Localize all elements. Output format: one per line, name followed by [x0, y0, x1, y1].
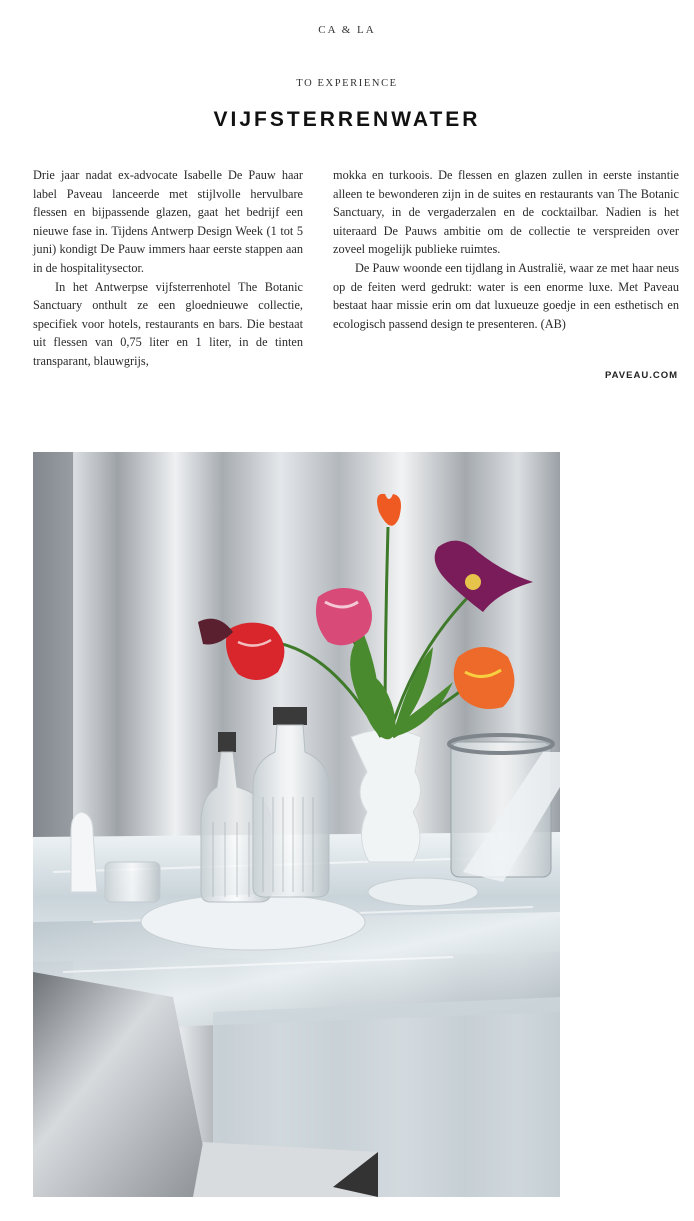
photo-illustration: [33, 452, 560, 1197]
paragraph: Drie jaar nadat ex-advocate Isabelle De Pauw haar label Paveau lanceerde met stijlvolle hervulbare flessen en bijpassende glazen, gaat het bedrijf een nieuwe fase in. Tijdens Antwerp Design Week (1 tot 5 juni) kondigt De Pauw immers haar eerste stappen aan in de hospitalitysector.: [33, 168, 303, 275]
section-kicker: TO EXPERIENCE: [296, 78, 398, 89]
article-column-left: [33, 166, 303, 371]
paragraph: De Pauw woonde een tijdlang in Australië, waar ze met haar neus op de feiten werd gedrukt: water is een enorme luxe. Met Paveau bestaat haar missie erin om dat luxueuze goedje in een esthetisch en ecologisch passend design te presenteren. (AB): [333, 260, 679, 331]
article-title: VIJFSTERRENWATER: [213, 108, 481, 131]
product-photo: [33, 452, 560, 1197]
website-link[interactable]: PAVEAU.COM: [605, 370, 678, 381]
magazine-logo: CA & LA: [318, 24, 376, 36]
article-column-right: [333, 166, 679, 333]
paragraph: In het Antwerpse vijfsterrenhotel The Botanic Sanctuary onthult ze een gloednieuwe collectie, specifiek voor hotels, restaurants en bars. Die bestaat uit flessen van 0,75 liter en 1 liter, in de tinten transparant, blauwgrijs,: [33, 279, 303, 368]
paragraph: mokka en turkoois. De flessen en glazen zullen in eerste instantie alleen te bewonderen zijn in de suites en restaurants van The Botanic Sanctuary, in de vergaderzalen en de cocktailbar. Nadien is het uiteraard De Pauws ambitie om de collectie te verspreiden over zoveel mogelijk publieke ruimtes.: [333, 168, 679, 257]
